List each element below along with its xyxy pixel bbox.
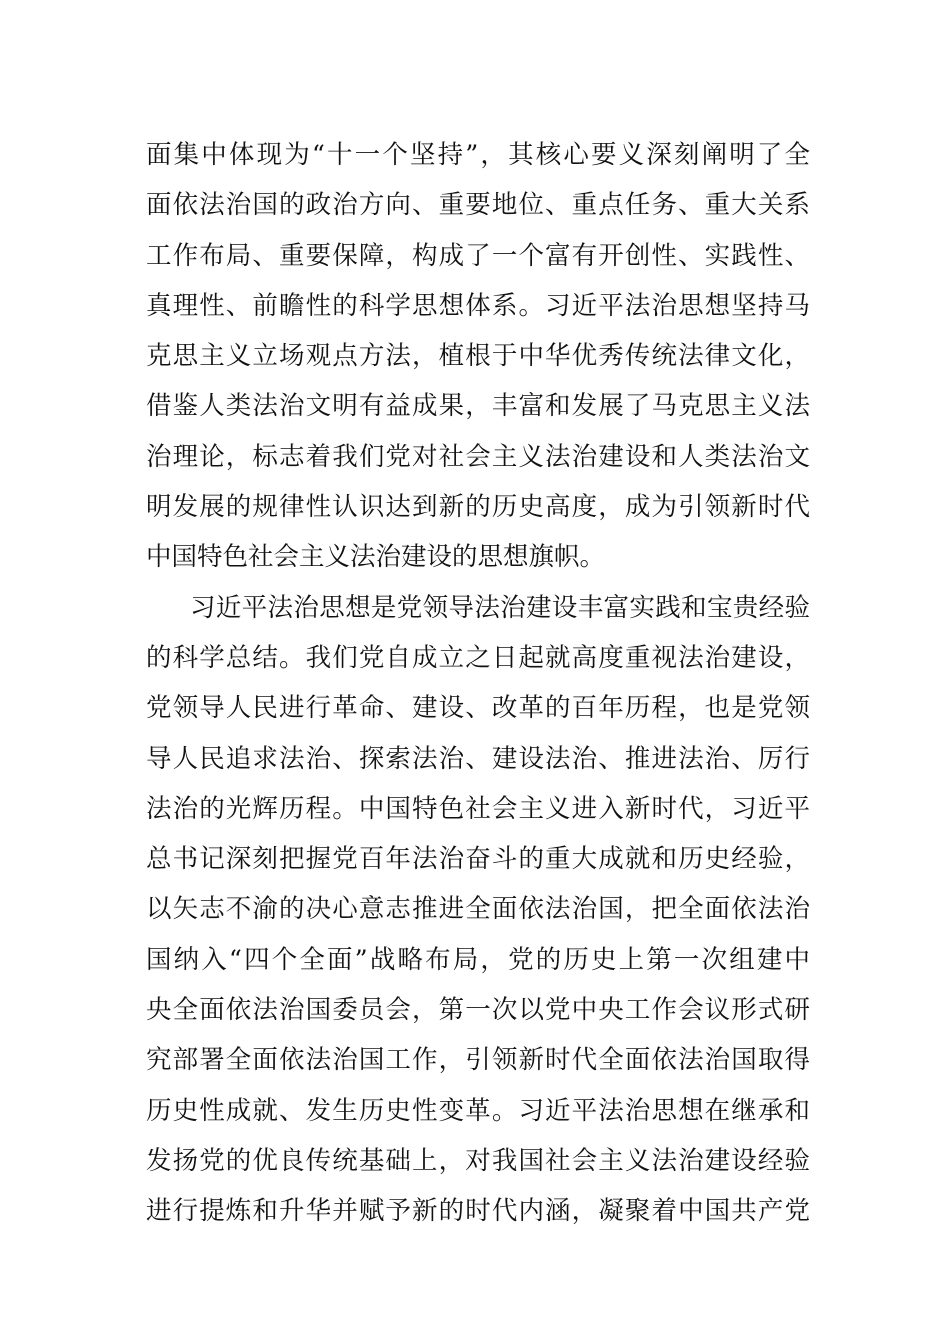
text-line: 借鉴人类法治文明有益成果，丰富和发展了马克思主义法 (146, 391, 810, 422)
text-line: 党领导人民进行革命、建设、改革的百年历程，也是党领 (146, 693, 810, 724)
paragraph-1 (146, 130, 810, 583)
text-line: 面集中体现为“十一个坚持”，其核心要义深刻阐明了全 (146, 140, 810, 170)
text-line: 以矢志不渝的决心意志推进全面依法治国，把全面依法治 (146, 894, 810, 925)
text-line: 克思主义立场观点方法，植根于中华优秀传统法律文化， (146, 341, 810, 372)
paragraph-2 (146, 583, 810, 1237)
text-line: 法治的光辉历程。中国特色社会主义进入新时代，习近平 (146, 793, 810, 824)
text-line: 发扬党的优良传统基础上，对我国社会主义法治建设经验 (146, 1145, 810, 1176)
document-body (146, 130, 810, 1237)
text-line: 究部署全面依法治国工作，引领新时代全面依法治国取得 (146, 1045, 810, 1076)
text-line: 习近平法治思想是党领导法治建设丰富实践和宝贵经验 (190, 592, 810, 623)
text-line: 治理论，标志着我们党对社会主义法治建设和人类法治文 (146, 441, 810, 472)
text-line: 真理性、前瞻性的科学思想体系。习近平法治思想坚持马 (146, 290, 810, 321)
text-line: 中国特色社会主义法治建设的思想旗帜。 (146, 542, 606, 573)
text-line: 面依法治国的政治方向、重要地位、重点任务、重大关系 (146, 190, 810, 221)
text-line: 工作布局、重要保障，构成了一个富有开创性、实践性、 (146, 240, 810, 271)
text-line: 进行提炼和升华并赋予新的时代内涵，凝聚着中国共产党 (146, 1196, 810, 1227)
text-line: 央全面依法治国委员会，第一次以党中央工作会议形式研 (146, 995, 810, 1026)
text-line: 总书记深刻把握党百年法治奋斗的重大成就和历史经验， (146, 844, 810, 875)
text-line: 导人民追求法治、探索法治、建设法治、推进法治、厉行 (146, 743, 810, 774)
text-line: 国纳入“四个全面”战略布局，党的历史上第一次组建中 (146, 944, 810, 975)
text-line: 的科学总结。我们党自成立之日起就高度重视法治建设， (146, 642, 810, 673)
text-line: 明发展的规律性认识达到新的历史高度，成为引领新时代 (146, 492, 810, 523)
text-line: 历史性成就、发生历史性变革。习近平法治思想在继承和 (146, 1095, 810, 1126)
